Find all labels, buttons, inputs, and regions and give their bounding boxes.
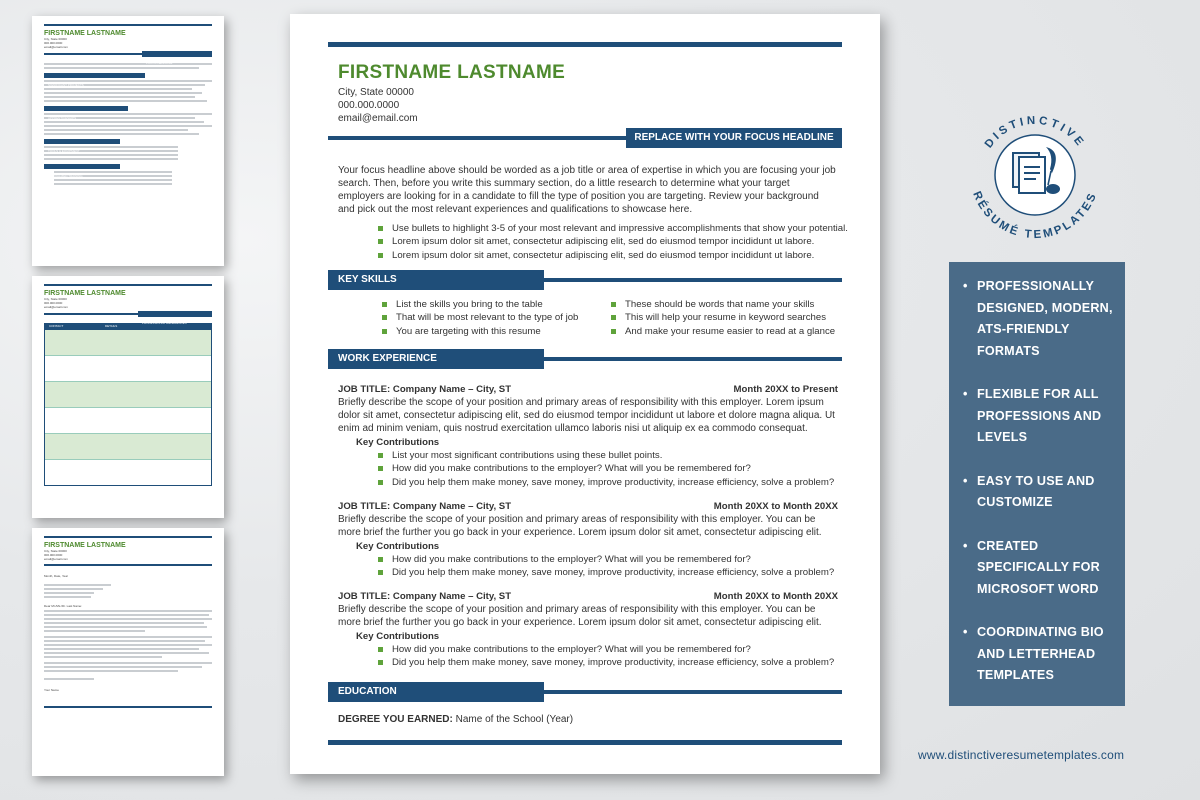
contact-email: email@email.com [338,113,418,124]
focus-headline-bar [328,128,842,148]
contact-block [338,86,418,125]
thumb-phone: 000.000.0000 [44,553,63,557]
thumbnail-letterhead-page [32,528,224,776]
resume-name: FIRSTNAME LASTNAME [338,62,566,83]
list-item: Did you help them make money, save money, improve productivity, increase efficiency, solve a problem? [376,476,834,489]
resume-page [290,14,880,774]
section-education [328,682,842,702]
thumb-email: email@email.com [44,305,68,309]
thumb-email: email@email.com [44,557,68,561]
website-url[interactable]: www.distinctiveresumetemplates.com [918,748,1125,762]
job-description: Briefly describe the scope of your position and primary areas of responsibility with this employer. You can be more brief the further you go back in your experience. Lorem ipsum dolor sit amet, consectetur adipiscing elit. [338,604,822,628]
thumb-name: FIRSTNAME LASTNAME [44,290,126,297]
job-dates: Month 20XX to Month 20XX [713,501,838,512]
thumb-section-tools: TOOLS & EQUIPMENT [48,149,80,153]
thumb-city: City, State 00000 [44,297,67,301]
feature-item: • EASY TO USE AND CUSTOMIZE [963,471,1113,514]
thumb-name: FIRSTNAME LASTNAME [44,30,126,37]
thumb-letter-greeting: Dear Mr./Ms./Dr. Last Name: [44,604,83,608]
degree-label: DEGREE YOU EARNED: [338,714,453,725]
key-contributions-label: Key Contributions [356,437,440,448]
thumb-col-details: DETAILS [105,324,118,328]
skills-right-list [609,298,835,338]
brand-logo [960,95,1110,255]
thumb-references-table [44,323,212,486]
skills-left-list [380,298,578,338]
education-line [338,713,838,726]
thumb-letter-date: Month, Date, Year [44,574,69,578]
thumbnail-resume-page [32,16,224,266]
job-title: JOB TITLE: Company Name – City, ST [338,384,512,395]
thumb-city: City, State 00000 [44,37,67,41]
bottom-rule [328,740,842,745]
list-item: Did you help them make money, save money, improve productivity, increase efficiency, solve a problem? [376,656,834,669]
thumb-phone: 000.000.0000 [44,301,63,305]
contact-city: City, State 00000 [338,87,414,98]
thumb-city: City, State 00000 [44,549,67,553]
section-key-skills [328,270,842,290]
section-title: WORK EXPERIENCE [328,349,544,369]
thumb-col-contact: CONTACT [49,324,64,328]
feature-item: • PROFESSIONALLY DESIGNED, MODERN, ATS-FRIENDLY FORMATS [963,276,1113,362]
list-item: You are targeting with this resume [380,325,578,338]
job-header [338,501,838,512]
logo-text-top: DISTINCTIVE [982,114,1088,151]
job-dates: Month 20XX to Present [733,384,838,395]
thumb-headline: FOCUS HEADLINE [146,61,173,65]
feature-item: • FLEXIBLE FOR ALL PROFESSIONS AND LEVELS [963,384,1113,449]
degree-school: Name of the School (Year) [455,714,574,725]
list-item: This will help your resume in keyword searches [609,311,835,324]
list-item: List your most significant contributions using these bullet points. [376,449,834,462]
list-item: Lorem ipsum dolor sit amet, consectetur adipiscing elit, sed do eiusmod tempor incididunt ut labore. [376,249,848,262]
thumbnail-references-page [32,276,224,518]
key-contributions-label: Key Contributions [356,631,440,642]
list-item: List the skills you bring to the table [380,298,578,311]
feature-item: • CREATED SPECIFICALLY FOR MICROSOFT WORD [963,536,1113,601]
section-work-experience [328,349,842,369]
focus-headline: REPLACE WITH YOUR FOCUS HEADLINE [626,128,842,148]
contributions-list [376,553,834,580]
section-title: KEY SKILLS [328,270,544,290]
top-rule [328,42,842,47]
logo-text-bottom: RÉSUMÉ TEMPLATES [970,189,1100,242]
key-contributions-label: Key Contributions [356,541,440,552]
document-quill-icon [1013,147,1060,194]
list-item: These should be words that name your skills [609,298,835,311]
list-item: How did you make contributions to the employer? What will you be remembered for? [376,462,834,475]
thumb-email: email@email.com [44,45,68,49]
summary-bullets [376,222,848,262]
section-title: EDUCATION [328,682,544,702]
thumb-section-training: SPECIALIZED TRAINING [48,174,83,178]
summary-paragraph: Your focus headline above should be worded as a job title or area of expertise in which you are focusing your job search. Then, before you write this summary section, do a little research to determine what your target employers are looking for in a candidate to fill the type of position you are targeting. Review your background and pick out the most relevant experiences and qualifications to showcase here. [338,165,836,215]
thumb-name: FIRSTNAME LASTNAME [44,542,126,549]
list-item: How did you make contributions to the employer? What will you be remembered for? [376,553,834,566]
job-title: JOB TITLE: Company Name – City, ST [338,591,512,602]
thumb-phone: 000.000.0000 [44,41,63,45]
job-description: Briefly describe the scope of your position and primary areas of responsibility with this employer. You can be more brief the further you go back in your experience. Lorem ipsum dolor sit amet, consectetur adipiscing elit. [338,514,822,538]
job-dates: Month 20XX to Month 20XX [713,591,838,602]
job-header [338,591,838,602]
features-panel [949,262,1125,706]
list-item: Lorem ipsum dolor sit amet, consectetur adipiscing elit, sed do eiusmod tempor incididunt ut labore. [376,235,848,248]
list-item: How did you make contributions to the employer? What will you be remembered for? [376,643,834,656]
job-header [338,384,838,395]
contact-phone: 000.000.0000 [338,100,400,111]
thumb-letter-closing: Your Name [44,688,59,692]
job-description: Briefly describe the scope of your position and primary areas of responsibility with this employer. Lorem ipsum dolor sit amet, consectetur adipiscing elit, sed do eiusmod tempor incididunt ut labore et dolore magna aliqua. Ut enim ad minim veniam, quis nostrud exercitation ullamco laboris nisi ut aliquip ex ea commodo consequat. [338,397,835,434]
list-item: That will be most relevant to the type of job [380,311,578,324]
job-title: JOB TITLE: Company Name – City, ST [338,501,512,512]
contributions-list [376,643,834,670]
thumb-section-apprenticeships: APPRENTICESHIPS [48,116,77,120]
list-item: And make your resume easier to read at a glance [609,325,835,338]
list-item: Use bullets to highlight 3-5 of your most relevant and impressive accomplishments that show your potential. [376,222,848,235]
contributions-list [376,449,834,489]
thumb-section-projects: SIGNIFICANT PROJECTS [48,83,84,87]
feature-item: • COORDINATING BIO AND LETTERHEAD TEMPLATES [963,622,1113,687]
list-item: Did you help them make money, save money, improve productivity, increase efficiency, solve a problem? [376,566,834,579]
thumb-headline: PROFESSIONAL REFERENCES [142,321,187,325]
